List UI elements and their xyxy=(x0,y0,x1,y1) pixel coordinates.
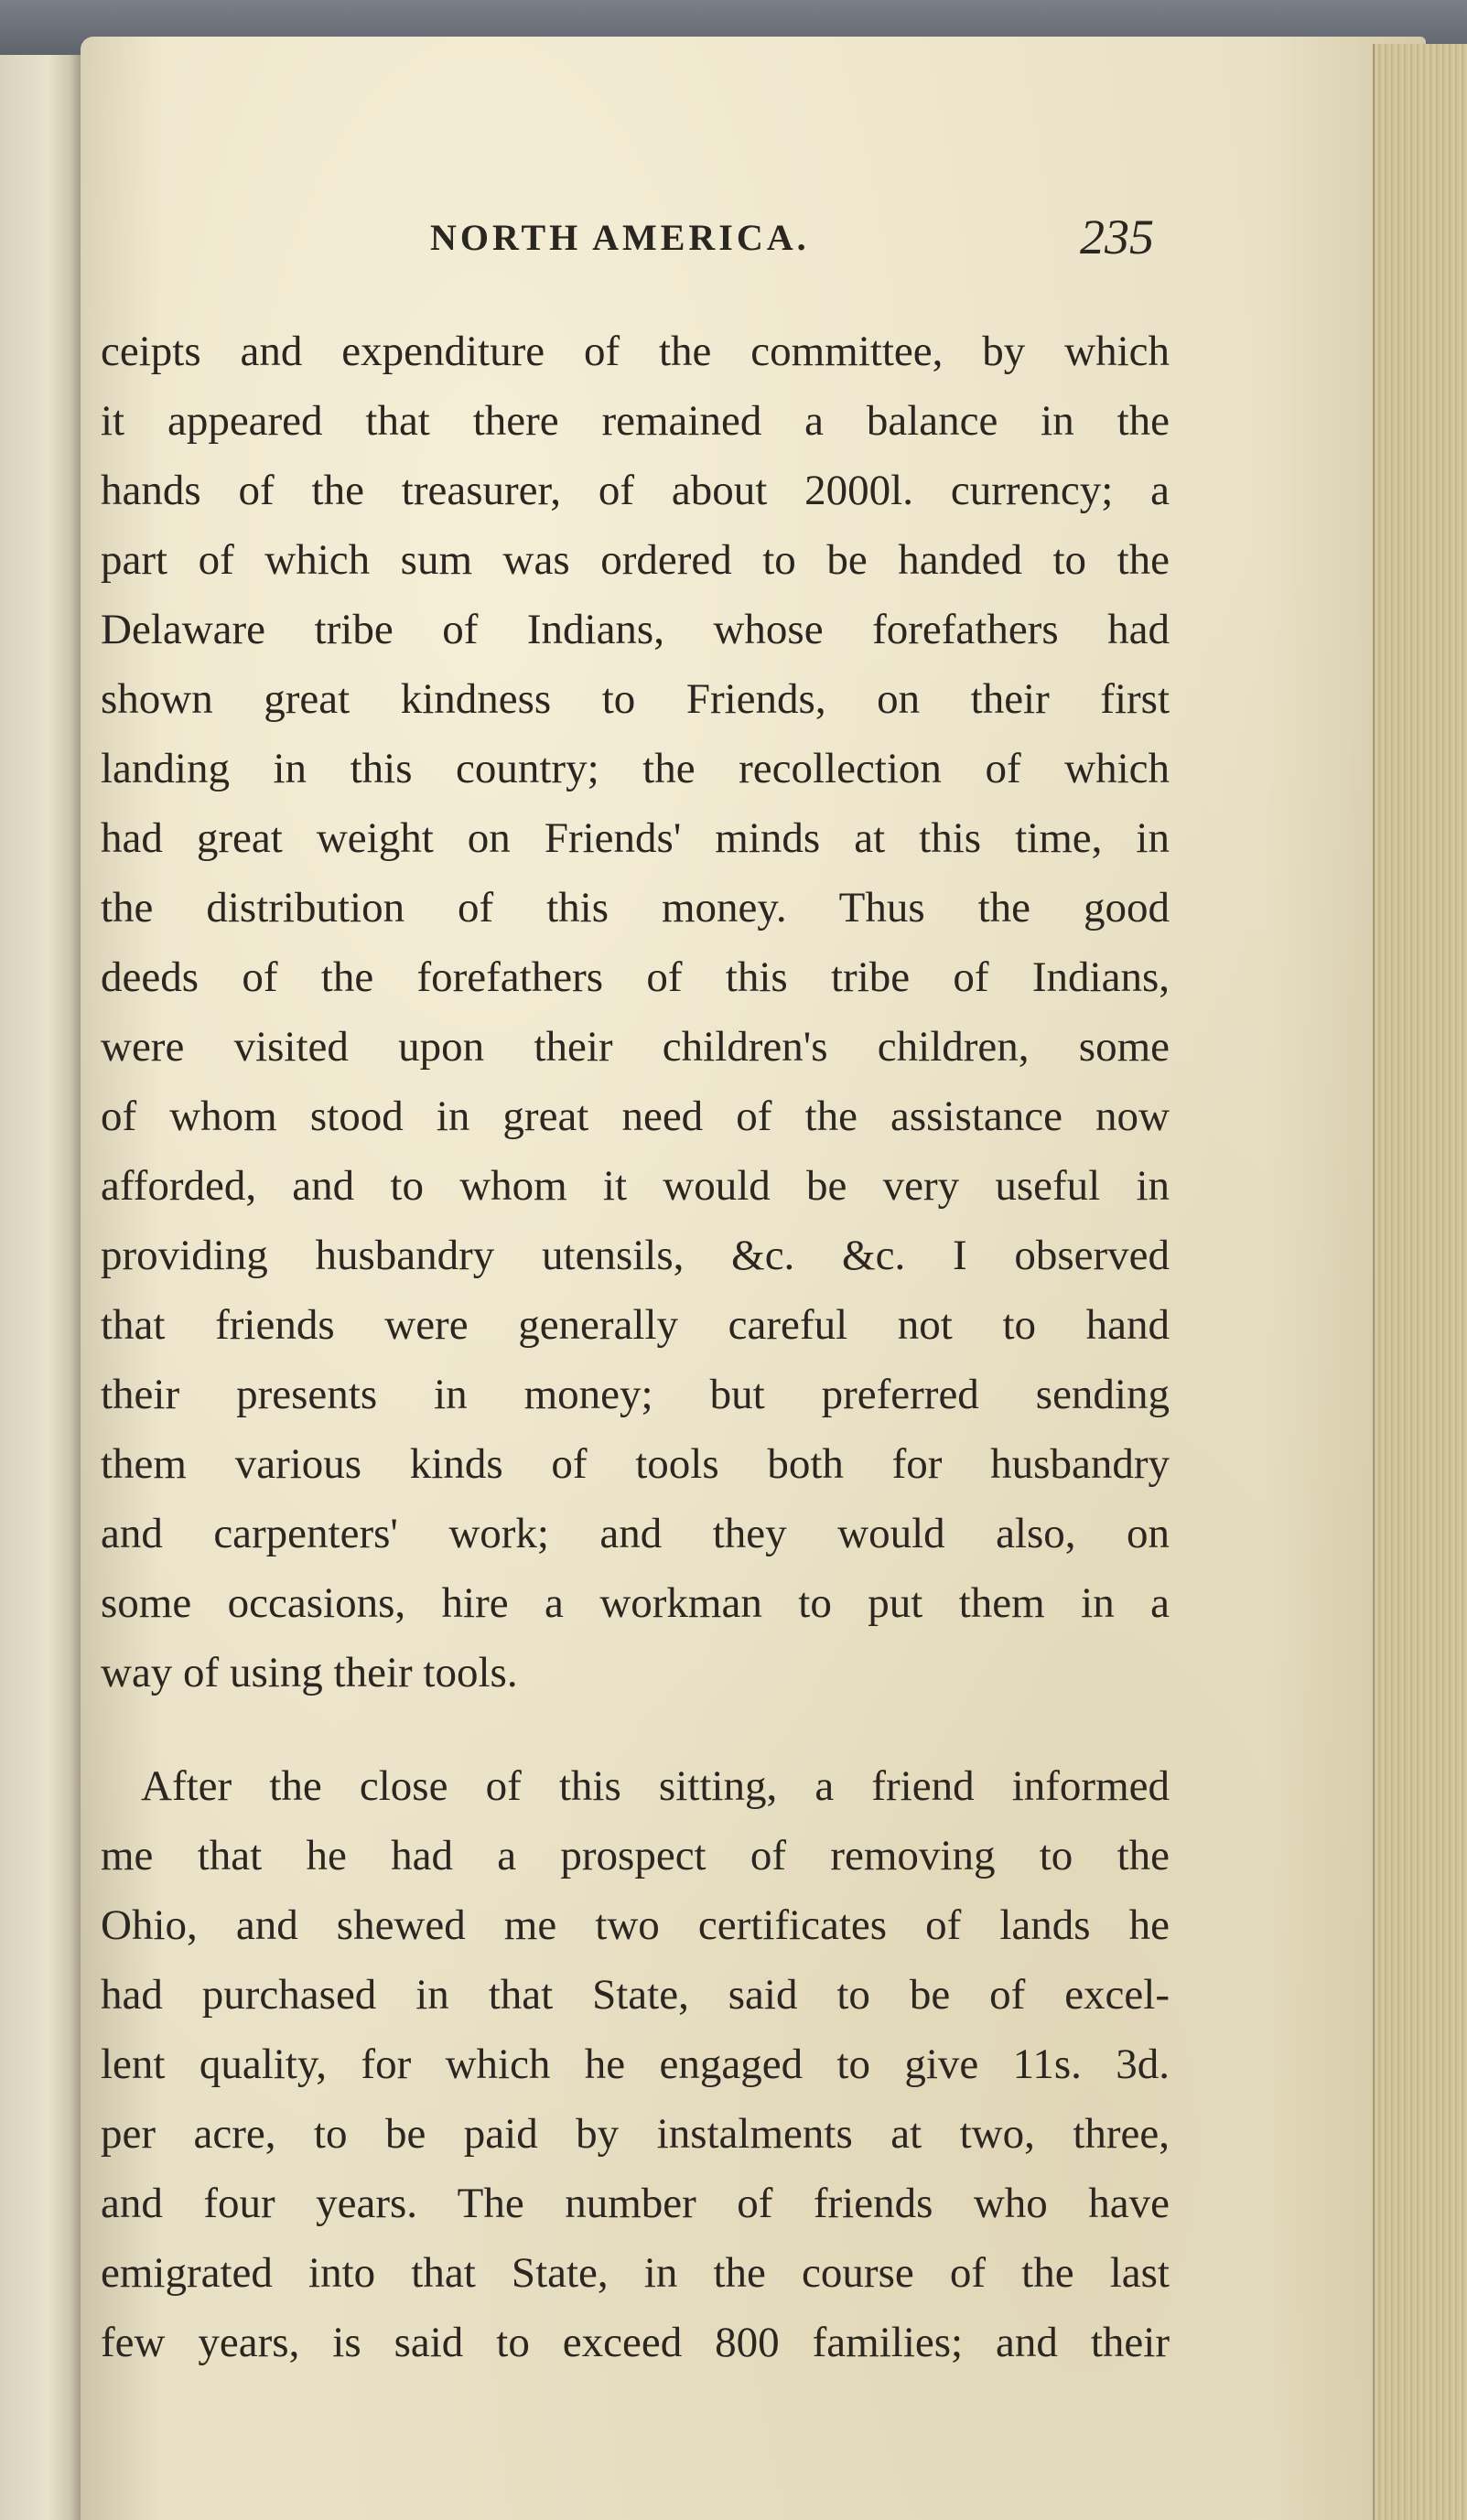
text-line: emigrated into that State, in the course of the last xyxy=(101,2249,1170,2297)
text-line: deeds of the forefathers of this tribe of Indians, xyxy=(101,953,1170,1001)
text-line: their presents in money; but preferred sending xyxy=(101,1371,1170,1418)
page-fore-edge xyxy=(1373,44,1467,2520)
text-line: landing in this country; the recollection of which xyxy=(101,745,1170,792)
page-number: 235 xyxy=(1080,210,1154,264)
text-line: shown great kindness to Friends, on their first xyxy=(101,675,1170,723)
text-line: of whom stood in great need of the assistance now xyxy=(101,1093,1170,1140)
text-line: and four years. The number of friends who have xyxy=(101,2180,1170,2227)
text-line: had great weight on Friends' minds at this time, in xyxy=(101,814,1170,862)
text-line: were visited upon their children's children, some xyxy=(101,1023,1170,1071)
text-line: had purchased in that State, said to be of excel- xyxy=(101,1971,1170,2019)
text-line: me that he had a prospect of removing to the xyxy=(101,1832,1170,1879)
text-line: them various kinds of tools both for husbandry xyxy=(101,1440,1170,1488)
text-line: ceipts and expenditure of the committee, by which xyxy=(101,328,1170,375)
text-line: it appeared that there remained a balance in the xyxy=(101,397,1170,445)
paragraph-2 xyxy=(101,1751,1170,2377)
text-line: part of which sum was ordered to be handed to the xyxy=(101,536,1170,584)
text-line: some occasions, hire a workman to put them in a xyxy=(101,1579,1170,1627)
text-line: way of using their tools. xyxy=(101,1649,518,1696)
text-line: Ohio, and shewed me two certificates of lands he xyxy=(101,1901,1170,1949)
text-line: hands of the treasurer, of about 2000l. currency; a xyxy=(101,467,1170,514)
text-line: and carpenters' work; and they would also, on xyxy=(101,1510,1170,1557)
paragraph-1 xyxy=(101,317,1170,1707)
text-line: afforded, and to whom it would be very useful in xyxy=(101,1162,1170,1210)
text-line: lent quality, for which he engaged to give 11s. 3d. xyxy=(101,2041,1170,2088)
text-line: After the close of this sitting, a friend informed xyxy=(141,1762,1170,1810)
text-line: the distribution of this money. Thus the good xyxy=(101,884,1170,932)
facing-page-edge xyxy=(0,55,87,2520)
text-line: per acre, to be paid by instalments at two, three, xyxy=(101,2110,1170,2158)
text-line: that friends were generally careful not to hand xyxy=(101,1301,1170,1349)
text-line: Delaware tribe of Indians, whose forefathers had xyxy=(101,606,1170,653)
text-line: few years, is said to exceed 800 families; and their xyxy=(101,2319,1170,2366)
running-head: NORTH AMERICA. xyxy=(430,217,810,258)
text-line: providing husbandry utensils, &c. &c. I observed xyxy=(101,1232,1170,1279)
